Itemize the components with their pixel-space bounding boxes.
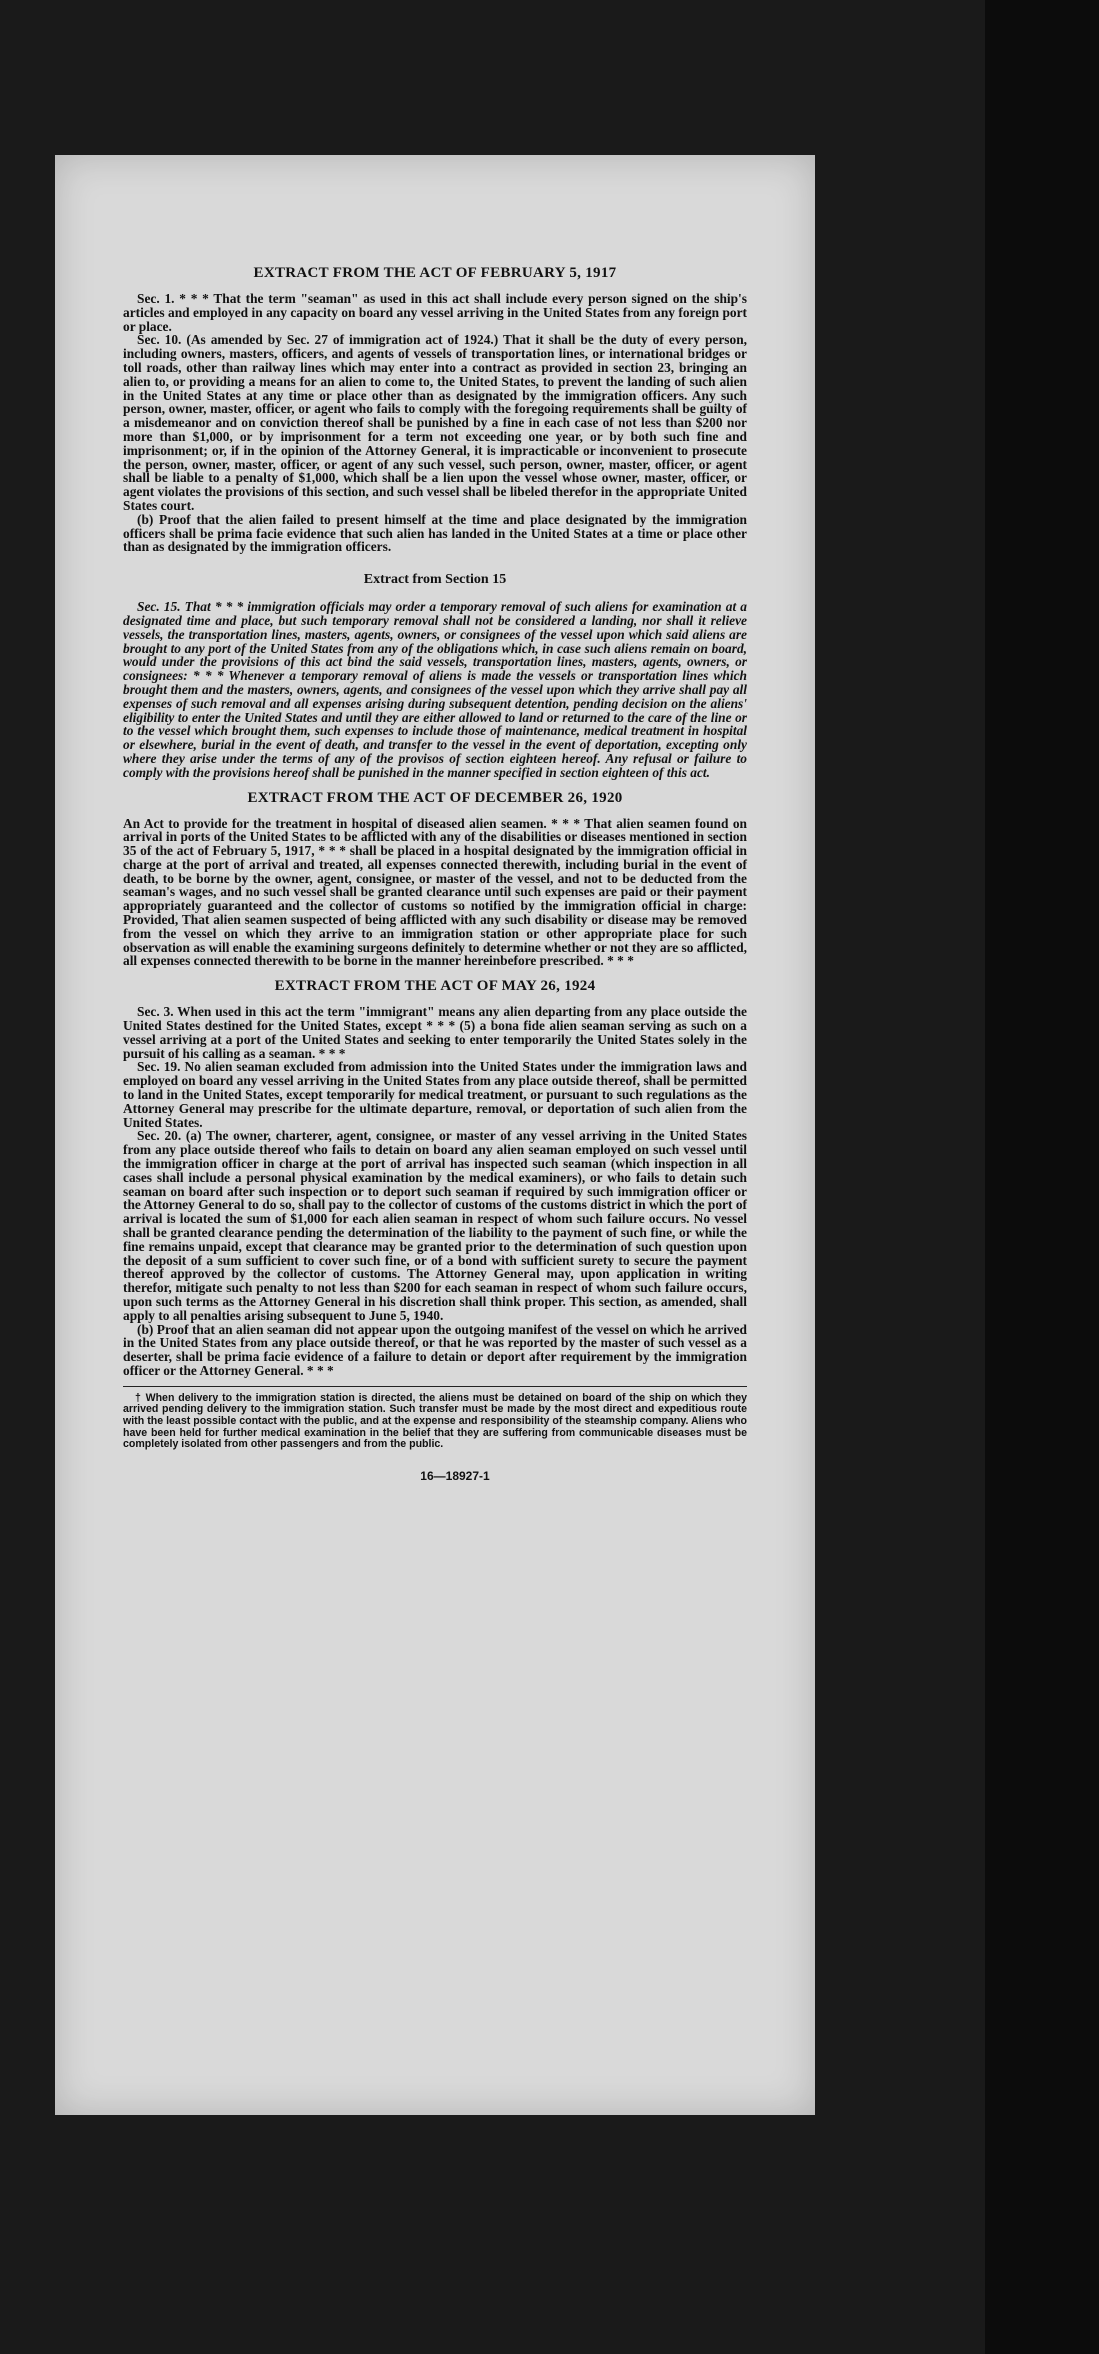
paragraph-sec-1: Sec. 1. * * * That the term "seaman" as used in this act shall include every person signed on the ship's articles and employed in any capacity on board any vessel arriving in the United States from any foreign port or place.: [123, 291, 747, 334]
heading-act-may-1924: EXTRACT FROM THE ACT OF MAY 26, 1924: [274, 978, 596, 995]
footnote-divider: [123, 1386, 747, 1387]
paragraph-dec-1920: An Act to provide for the treatment in hospital of diseased alien seamen. * * * That alien seamen found on arrival in ports of the United States to be afflicted with any of the disabilities or diseases mentioned in section 35 of the act of February 5, 1917, * * * shall be placed in a hospital designated by the immigration official in charge at the port of arrival and treated, all expenses connected therewith, including burial in the event of death, to be borne by the owner, agent, consignee, or master of the vessel, and not to be deducted from the seaman's wages, and no such vessel shall be granted clearance until such expenses are paid or their payment appropriately guaranteed and the collector of customs so notified by the immigration official in charge: Provided, That alien seamen suspected of being afflicted with any such disability or disease may be removed from the vessel on which they arrive to an immigration station or other appropriate place for such observation as will enable the examining surgeons definitely to determine whether or not they are so afflicted, all expenses connected therewith to be borne in the manner hereinbefore prescribed. * * *: [123, 815, 747, 969]
paragraph-sec-10: Sec. 10. (As amended by Sec. 27 of immigration act of 1924.) That it shall be the duty of every person, including owners, masters, officers, and agents of vessels of transportation lines, or international bridges or toll roads, other than railway lines which may enter into a contract as provided in section 23, bringing an alien to, or providing a means for an alien to come to, the United States, to prevent the landing of such alien in the United States at any time or place other than as designated by the immigration officers. Any such person, owner, master, officer, or agent who fails to comply with the foregoing requirements shall be guilty of a misdemeanor and on conviction thereof shall be punished by a fine in each case of not less than $200 nor more than $1,000, or by imprisonment for a term not exceeding one year, or by both such fine and imprisonment; or, if in the opinion of the Attorney General, it is impracticable or inconvenient to prosecute the person, owner, master, officer, or agent of any such vessel, such person, owner, master, officer, or agent shall be liable to a penalty of $1,000, which shall be a lien upon the vessel whose owner, master, officer, or agent violates the provisions of this section, and such vessel shall be libeled therefor in the appropriate United States court.: [123, 332, 747, 513]
document-content: [123, 255, 747, 1483]
paragraph-sec-3: Sec. 3. When used in this act the term "immigrant" means any alien departing from any place outside the United States destined for the United States, except * * * (5) a bona fide alien seaman serving as such on a vessel arriving at a port of the United States and seeking to enter temporarily the United States solely in the pursuit of his calling as a seaman. * * *: [123, 1004, 747, 1061]
footnote: † When delivery to the immigration station is directed, the aliens must be detained on board of the ship on which they arrived pending delivery to the immigration station. Such transfer must be made by the most direct and expeditious route with the least possible contact with the public, and at the expense and responsibility of the steamship company. Aliens who have been held for further medical examination in the belief that they are suffering from communicable diseases must be completely isolated from other passengers and from the public.: [123, 1391, 747, 1451]
dark-background-band: [985, 0, 1099, 2354]
document-page: [55, 155, 815, 2115]
heading-act-feb-1917: EXTRACT FROM THE ACT OF FEBRUARY 5, 1917: [253, 265, 617, 281]
paragraph-sec-19: Sec. 19. No alien seaman excluded from admission into the United States under the immigration laws and employed on board any vessel arriving in the United States from any place outside thereof, shall be permitted to land in the United States, except temporarily for medical treatment, or pursuant to such regulations as the Attorney General may prescribe for the ultimate departure, removal, or deportation of such alien from the United States.: [123, 1059, 747, 1130]
paragraph-sec-15: Sec. 15. That * * * immigration officials may order a temporary removal of such aliens for examination at a designated time and place, but such temporary removal shall not be considered a landing, nor shall it relieve vessels, the transportation lines, masters, agents, owners, or consignees of the vessel upon which said aliens are brought to any port of the United States from any of the obligations which, in case such aliens remain on board, would under the provisions of this act bind the said vessels, transportation lines, masters, agents, owners, or consignees: * * * Whenever a temporary removal of aliens is made the vessels or transportation lines which brought them and the masters, owners, agents, and consignees of the vessel upon which they arrive shall pay all expenses of such removal and all expenses arising during subsequent detention, pending decision on the aliens' eligibility to enter the United States and until they are either allowed to land or returned to the care of the line or to the vessel which brought them, such expenses to include those of maintenance, medical treatment in hospital or elsewhere, burial in the event of death, and transfer to the vessel in the event of deportation, excepting only where they arise under the terms of any of the provisos of section eighteen hereof. Any refusal or failure to comply with the provisions hereof shall be punished in the manner specified in section eighteen of this act.: [123, 599, 747, 780]
heading-act-dec-1920: EXTRACT FROM THE ACT OF DECEMBER 26, 1920: [247, 789, 623, 806]
paragraph-sec-20: Sec. 20. (a) The owner, charterer, agent, consignee, or master of any vessel arriving in the United States from any place outside thereof who fails to detain on board any alien seaman employed on such vessel until the immigration officer in charge at the port of arrival has inspected such seaman (which inspection in all cases shall include a personal physical examination by the medical examiners), or who fails to detain such seaman on board after such inspection or to deport such seaman if required by such immigration officer or the Attorney General to do so, shall pay to the collector of customs of the customs district in which the port of arrival is located the sum of $1,000 for each alien seaman in respect of whom such failure occurs. No vessel shall be granted clearance pending the determination of the liability to the payment of such fine, or while the fine remains unpaid, except that clearance may be granted prior to the determination of such question upon the deposit of a sum sufficient to cover such fine, or of a bond with sufficient surety to secure the payment thereof approved by the collector of customs. The Attorney General may, upon application in writing therefor, mitigate such penalty to not less than $200 for each seaman in respect of whom such failure occurs, upon such terms as the Attorney General in his discretion shall think proper. This section, as amended, shall apply to all penalties arising subsequent to June 5, 1940.: [123, 1128, 747, 1323]
subheading-section-15: Extract from Section 15: [363, 572, 507, 588]
paragraph-sec-20b: (b) Proof that an alien seaman did not appear upon the outgoing manifest of the vessel on which he arrived in the United States from any place outside thereof, or that he was reported by the master of such vessel as a deserter, shall be prima facie evidence of a failure to detain or deport after requirement by the immigration officer or the Attorney General. * * *: [123, 1321, 747, 1378]
form-number: 16—18927-1: [420, 1468, 490, 1483]
paragraph-sec-10b: (b) Proof that the alien failed to present himself at the time and place designated by the immigration officers shall be prima facie evidence that such alien has landed in the United States at a time or place other than as designated by the immigration officers.: [123, 511, 747, 555]
